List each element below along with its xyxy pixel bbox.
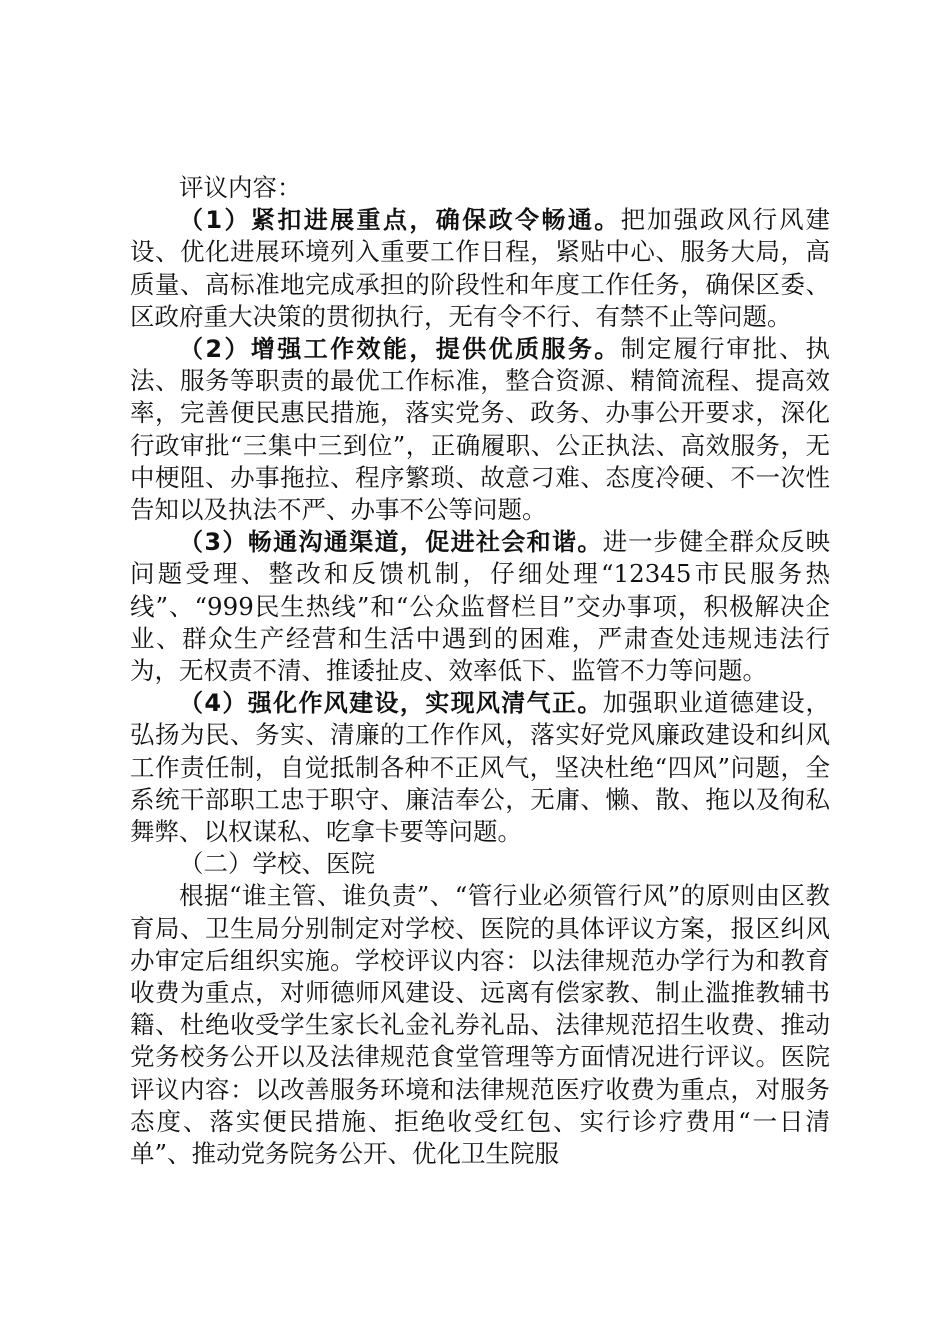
- item-1-paragraph: [130, 204, 830, 333]
- section-2-paragraph: 根据“谁主管、谁负责”、“管行业必须管行风”的原则由区教育局、卫生局分别制定对学校、医院的具体评议方案，报区纠风办审定后组织实施。学校评议内容：以法律规范办学行为和教育收费为重点，对师德师风建设、远离有偿家教、制止滥推教辅书籍、杜绝收受学生家长礼金礼券礼品、法律规范招生收费、推动党务校务公开以及法律规范食堂管理等方面情况进行评议。医院评议内容：以改善服务环境和法律规范医疗收费为重点，对服务态度、落实便民措施、拒绝收受红包、实行诊疗费用“一日清单”、推动党务院务公开、优化卫生院服: [130, 881, 830, 1169]
- section-2-title: （二）学校、医院: [179, 849, 375, 879]
- item-2-paragraph: [130, 333, 830, 526]
- item-4-heading: （4）强化作风建设，实现风清气正。: [179, 689, 603, 718]
- intro-paragraph: 评议内容：: [179, 173, 302, 202]
- item-4-paragraph: [130, 687, 830, 848]
- item-3-paragraph: [130, 526, 830, 687]
- item-3-heading: （3）畅通沟通渠道，促进社会和谐。: [179, 528, 603, 557]
- item-3-body: 进一步健全群众反映问题受理、整改和反馈机制，仔细处理“12345市民服务热线”、“999民生热线”和“公众监督栏目”交办事项，积极解决企业、群众生产经营和生活中遇到的困难，严肃查处违规违法行为，无权责不清、推诿扯皮、效率低下、监管不力等问题。: [130, 527, 831, 686]
- document-body: [130, 172, 830, 1170]
- item-2-heading: （2）增强工作效能，提供优质服务。: [179, 335, 621, 364]
- item-1-body: 把加强政风行风建设、优化进展环境列入重要工作日程，紧贴中心、服务大局，高质量、高标准地完成承担的阶段性和年度工作任务，确保区委、区政府重大决策的贯彻执行，无有令不行、有禁不止等问题。: [130, 205, 830, 331]
- item-4-body: 加强职业道德建设，弘扬为民、务实、清廉的工作作风，落实好党风廉政建设和纠风工作责任制，自觉抵制各种不正风气，坚决杜绝“四风”问题，全系统干部职工忠于职守、廉洁奉公，无庸、懒、散、拖以及徇私舞弊、以权谋私、吃拿卡要等问题。: [130, 688, 831, 847]
- item-2-body: 制定履行审批、执法、服务等职责的最优工作标准，整合资源、精简流程、提高效率，完善便民惠民措施，落实党务、政务、办事公开要求，深化行政审批“三集中三到位”，正确履职、公正执法、高效服务，无中梗阻、办事拖拉、程序繁琐、故意刁难、态度冷硬、不一次性告知以及执法不严、办事不公等问题。: [130, 334, 830, 525]
- item-1-heading: （1）紧扣进展重点，确保政令畅通。: [179, 206, 621, 235]
